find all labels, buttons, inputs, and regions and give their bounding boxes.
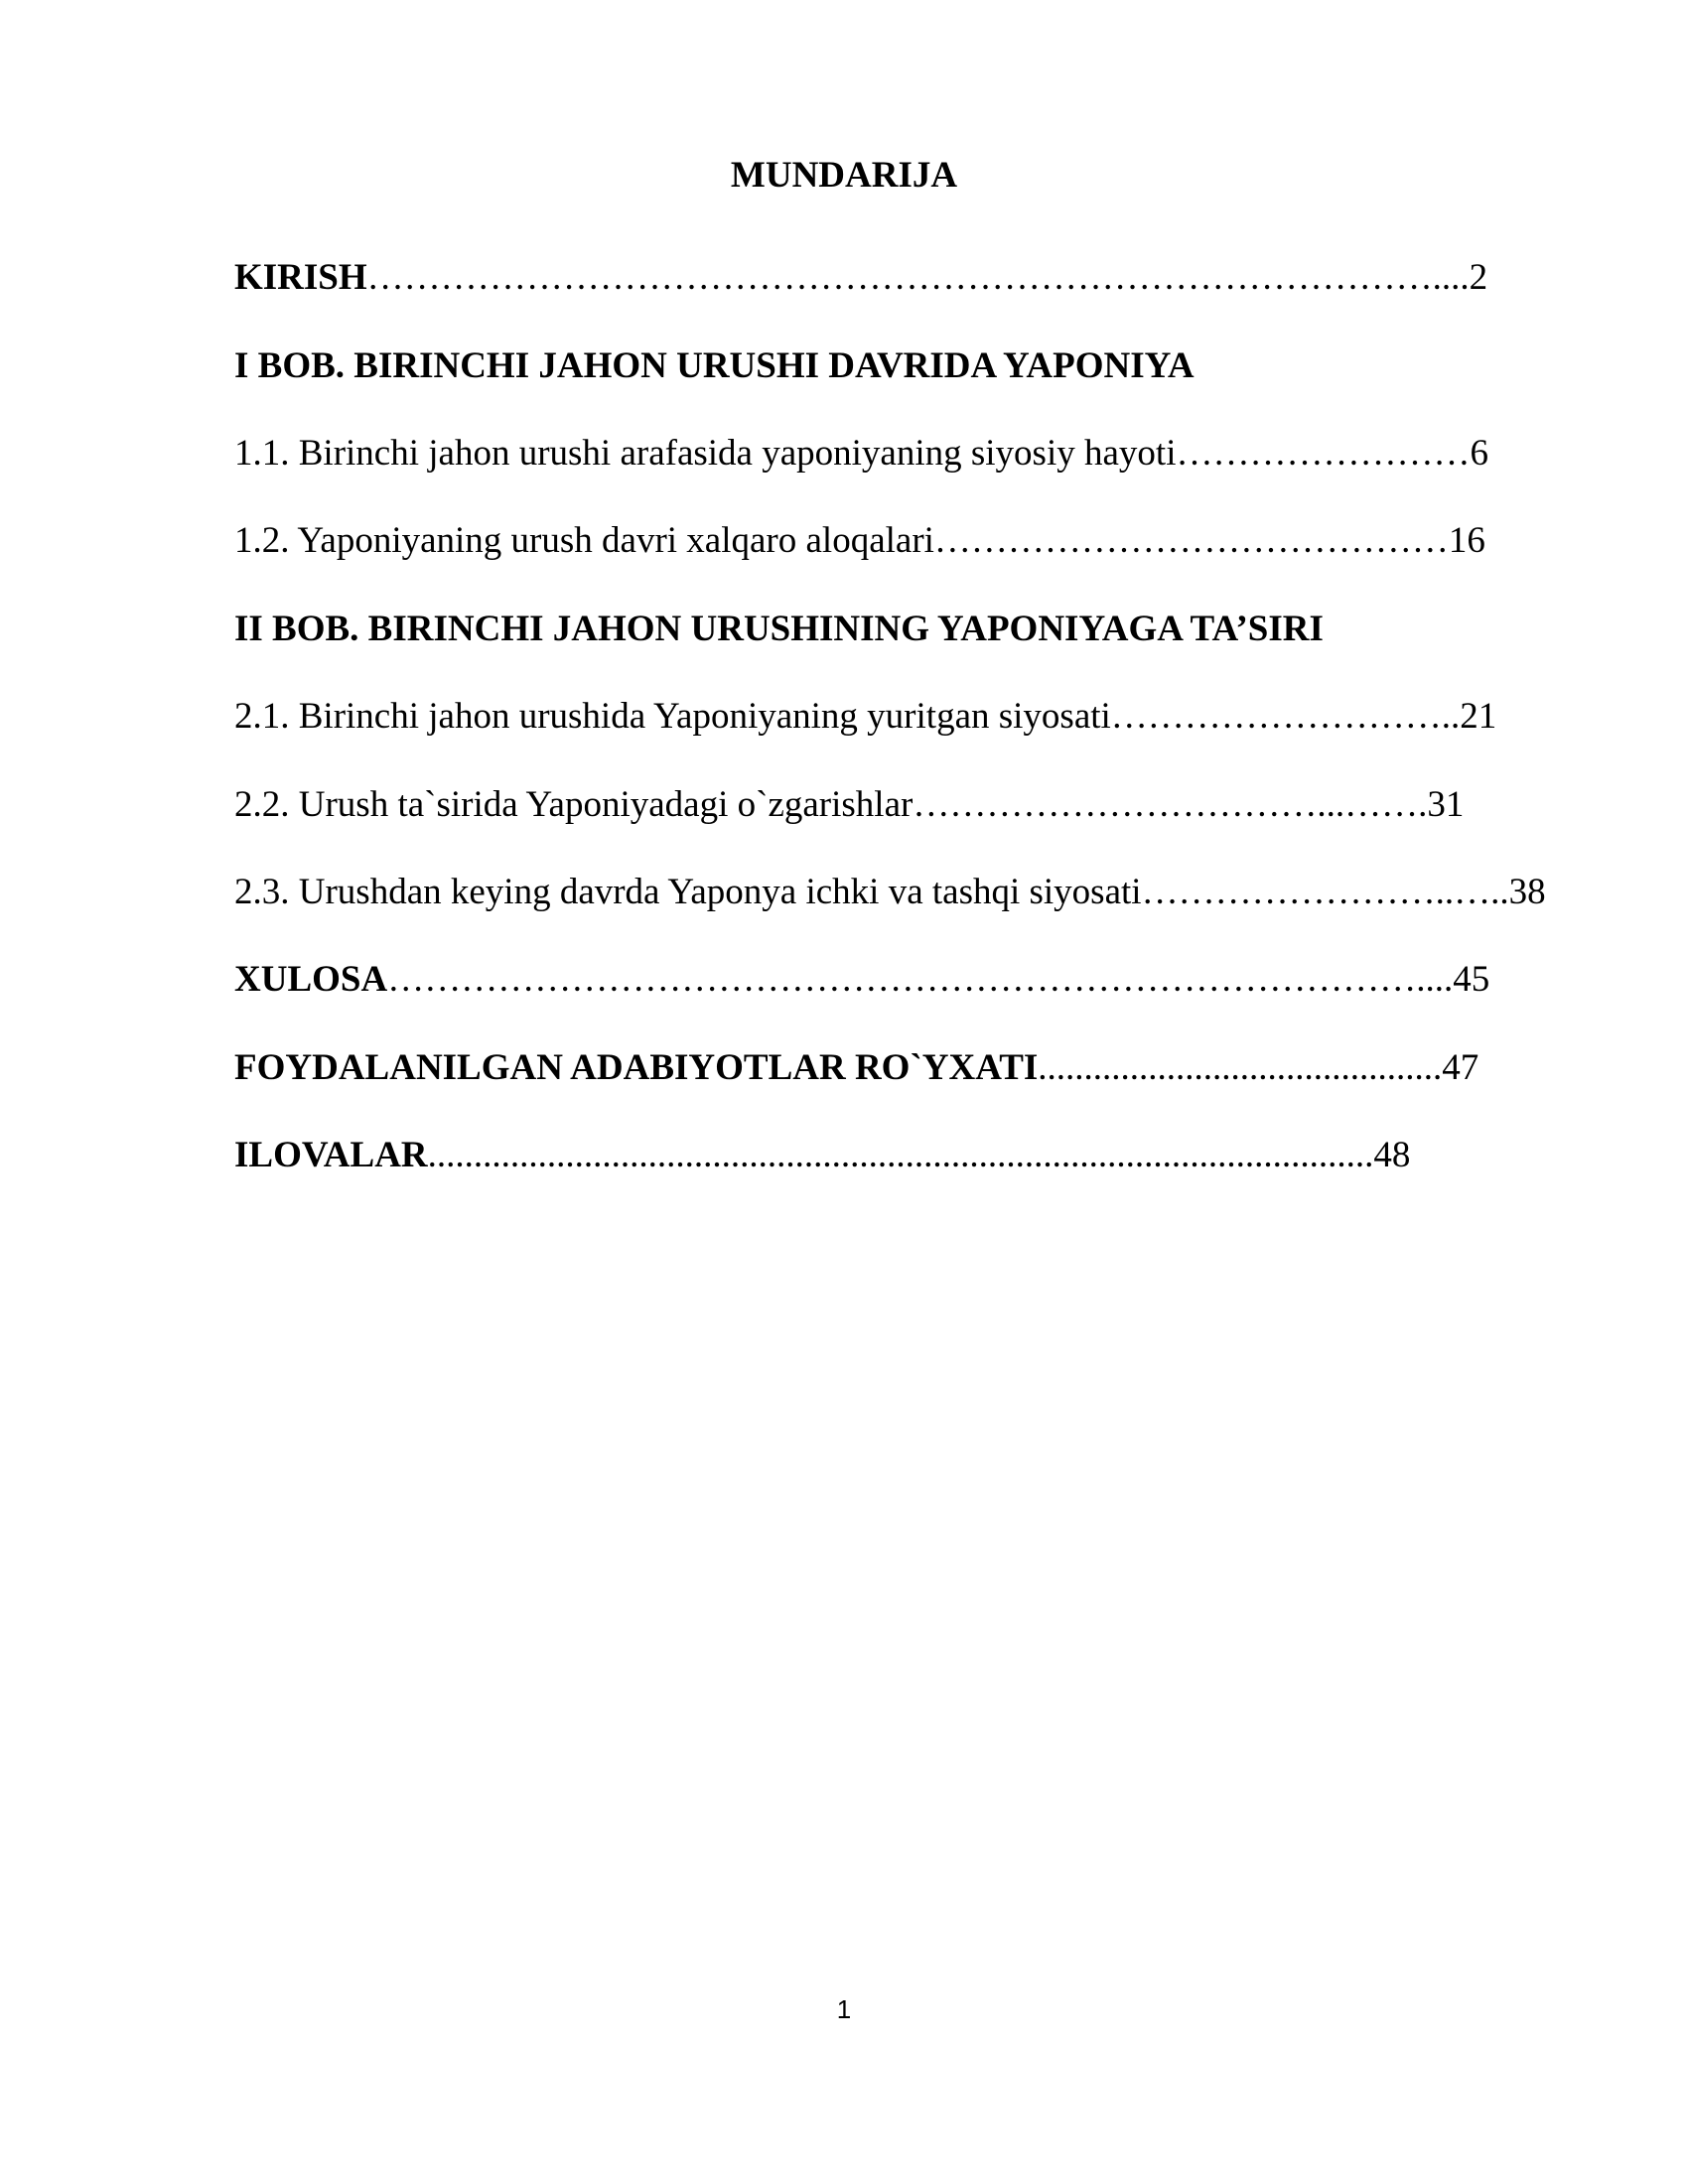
toc-entry-text: XULOSA	[234, 959, 388, 1000]
toc-entry-text: 1.1. Birinchi jahon urushi arafasida yaponiyaning siyosiy hayoti	[234, 433, 1177, 474]
toc-entry-text: II BOB. BIRINCHI JAHON URUSHINING YAPONIYAGA TA’SIRI	[234, 609, 1324, 649]
toc-entry-1-1	[234, 431, 1545, 477]
toc-entry-2-3	[234, 870, 1565, 915]
toc-page-number: 45	[1453, 959, 1490, 1000]
toc-entry-1-2	[234, 518, 1565, 564]
toc-entry-text: 2.3. Urushdan keying davrda Yaponya ichki va tashqi siyosati	[234, 872, 1142, 912]
toc-entry-text: FOYDALANILGAN ADABIYOTLAR RO`YXATI	[234, 1047, 1039, 1088]
toc-page-number: 48	[1373, 1135, 1411, 1175]
toc-page-number: 31	[1427, 784, 1465, 825]
toc-leader-dots: ……………………	[1176, 433, 1471, 474]
page-title: MUNDARIJA	[730, 155, 958, 196]
toc-entry-text: ILOVALAR	[234, 1135, 428, 1175]
toc-entry-text: 2.1. Birinchi jahon urushida Yaponiyaning yuritgan siyosati	[234, 696, 1111, 737]
toc-leader-dots: ……………………………………………………………………………....	[366, 257, 1470, 298]
toc-entry-adabiyotlar	[234, 1045, 1545, 1091]
toc-entry-text: I BOB. BIRINCHI JAHON URUSHI DAVRIDA YAPONIYA	[234, 345, 1195, 386]
toc-leader-dots: ……………………………………	[933, 520, 1449, 561]
toc-leader-dots: .......................................................................................................	[427, 1135, 1374, 1175]
toc-page-number: 2	[1469, 257, 1488, 298]
toc-entry-kirish	[234, 255, 1525, 301]
toc-entry-text: 2.2. Urush ta`sirida Yaponiyadagi o`zgarishlar	[234, 784, 914, 825]
toc-entry-ilovalar	[234, 1133, 1545, 1178]
toc-leader-dots: ............................................	[1038, 1047, 1443, 1088]
toc-entry-text: KIRISH	[234, 257, 367, 298]
toc-chapter-1-heading	[234, 343, 1426, 389]
toc-page-number: 38	[1508, 872, 1546, 912]
toc-leader-dots: ………………………..	[1110, 696, 1461, 737]
toc-page-number: 6	[1470, 433, 1488, 474]
toc-entry-xulosa	[234, 957, 1545, 1003]
page-number: 1	[836, 1994, 852, 2024]
toc-chapter-2-heading	[234, 607, 1426, 652]
toc-entry-2-2	[234, 782, 1565, 828]
toc-page-number: 47	[1442, 1047, 1479, 1088]
toc-leader-dots: …………………………………………………………………………....	[387, 959, 1454, 1000]
toc-leader-dots: ……………………………...…….	[913, 784, 1428, 825]
toc-entry-2-1	[234, 694, 1565, 740]
toc-page-number: 21	[1460, 696, 1497, 737]
toc-leader-dots: ……………………..…..	[1141, 872, 1509, 912]
toc-entry-text: 1.2. Yaponiyaning urush davri xalqaro aloqalari	[234, 520, 934, 561]
toc-page-number: 16	[1448, 520, 1485, 561]
